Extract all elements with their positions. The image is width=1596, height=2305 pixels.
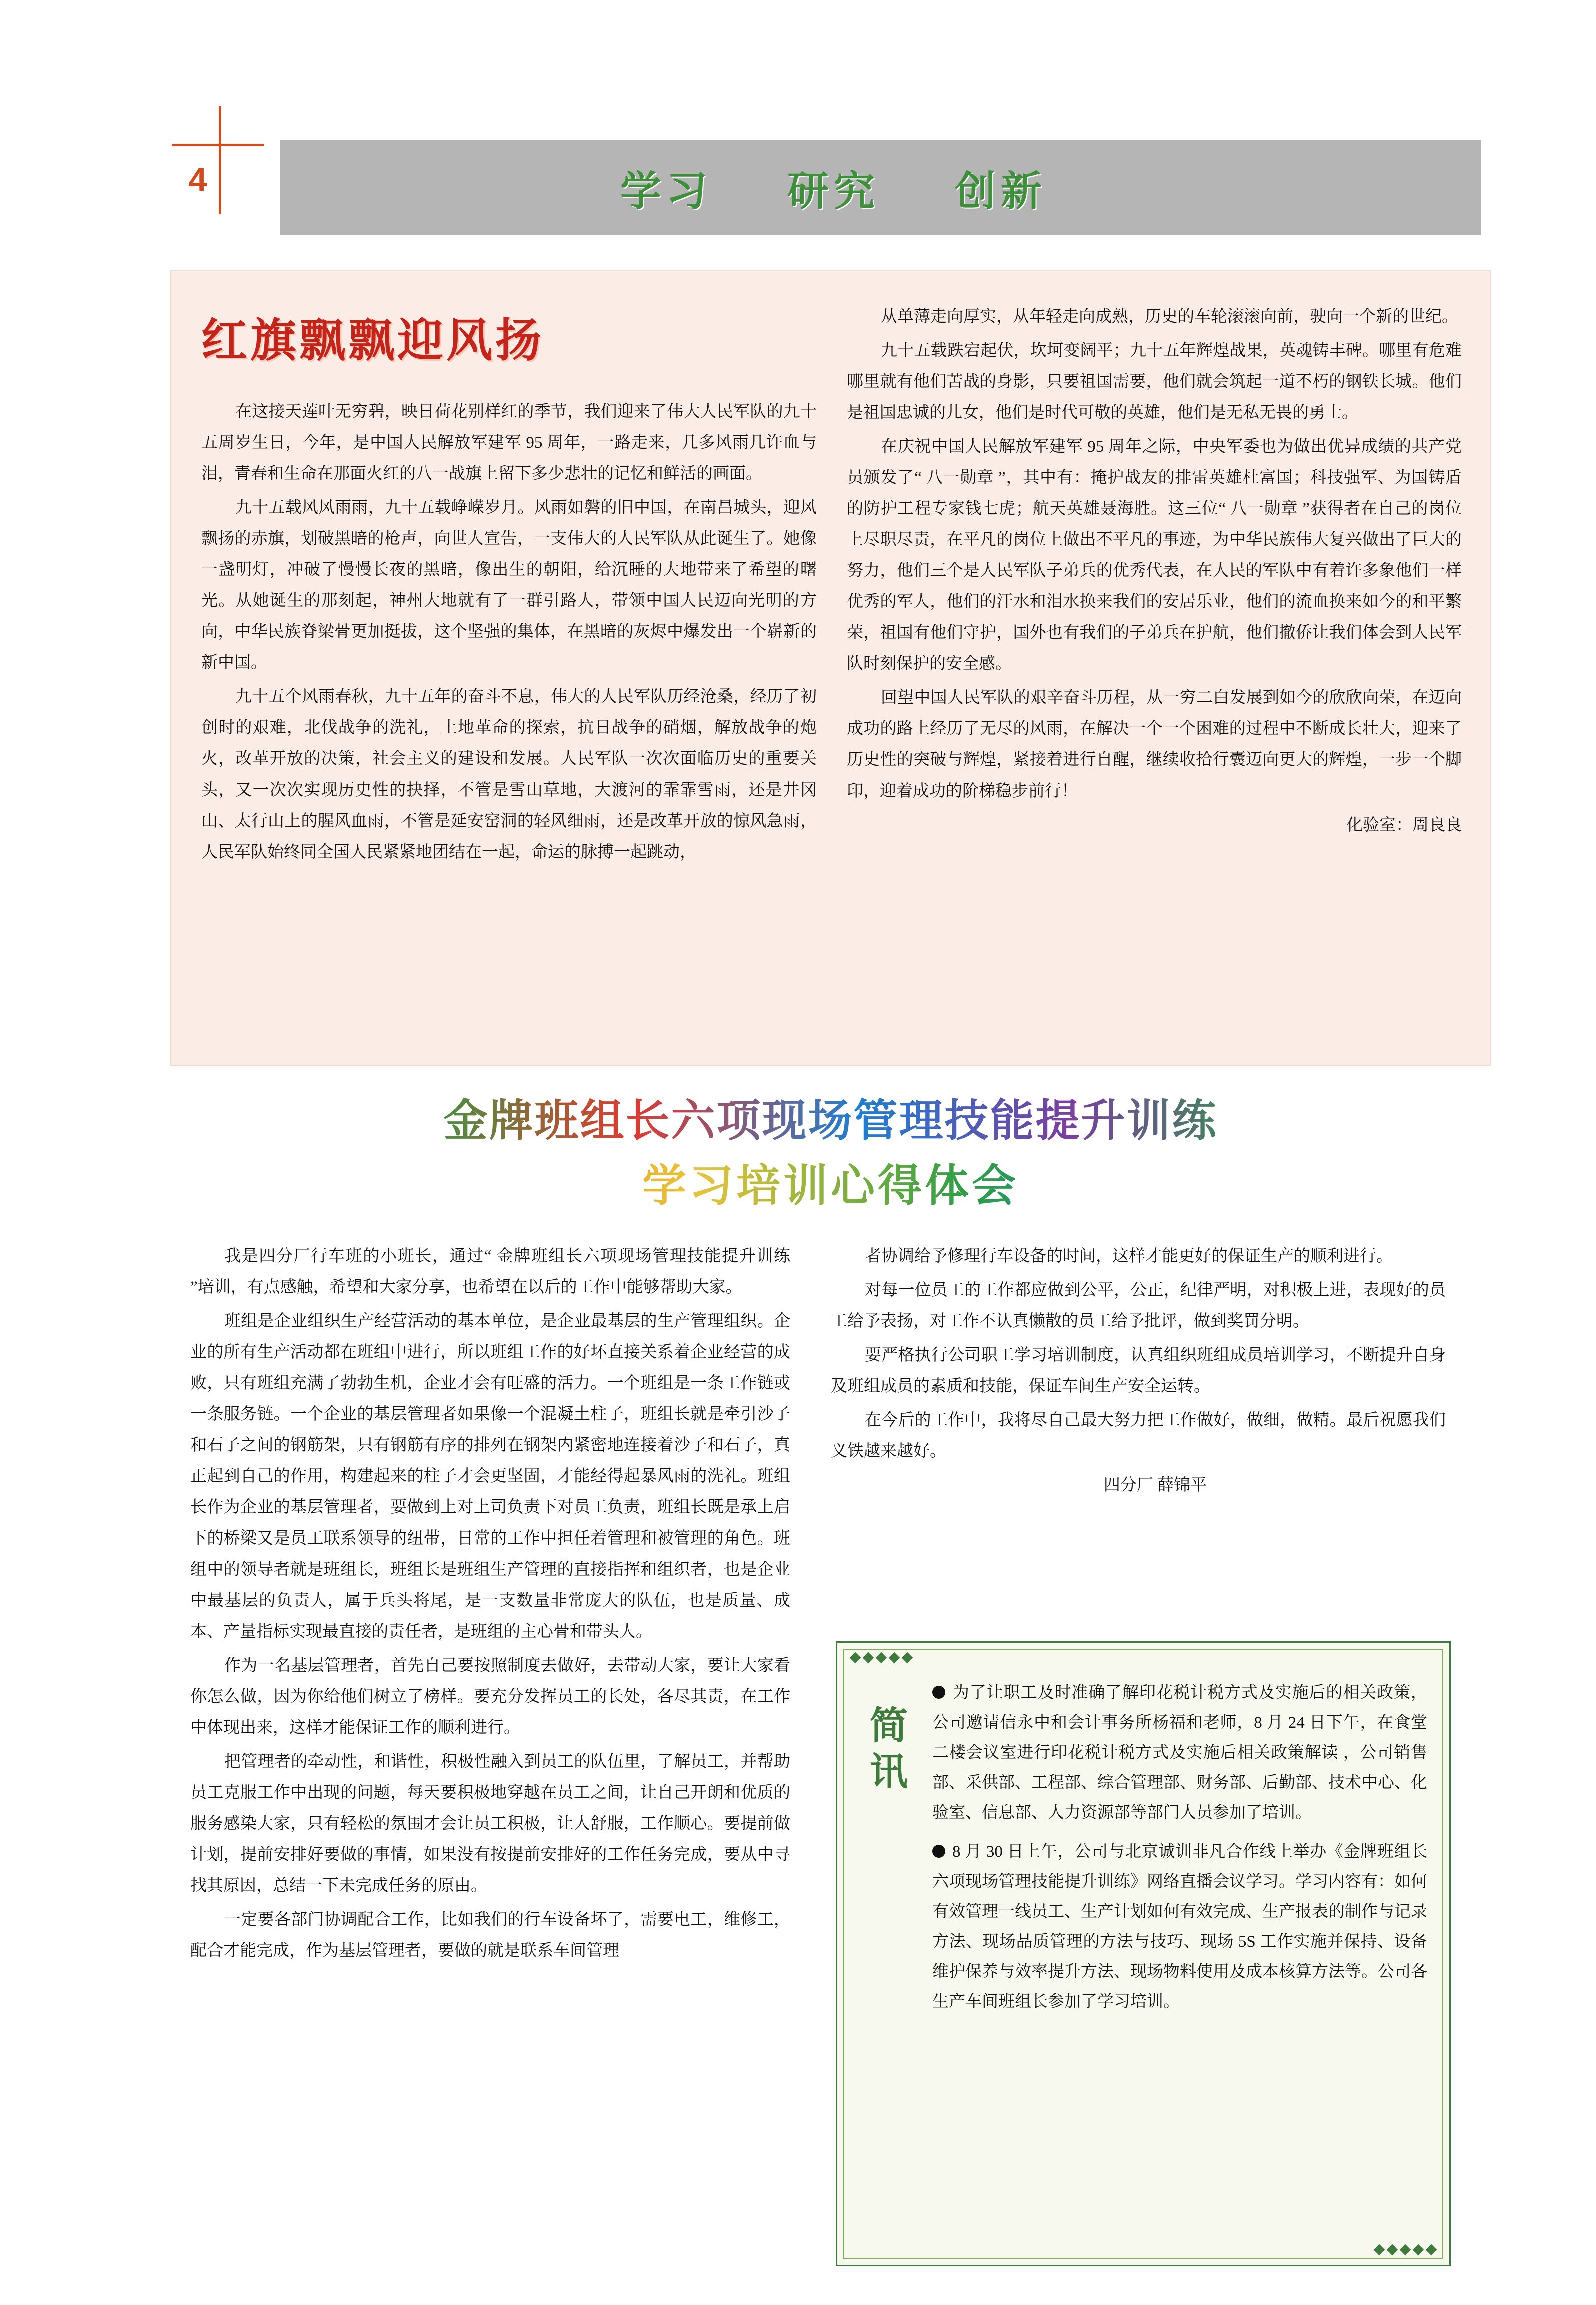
news-briefs-list: [932, 1678, 1427, 2026]
diamond-icon: [1413, 2244, 1424, 2256]
article2-paragraph: 者协调给予修理行车设备的时间，这样才能更好的保证生产的顺利进行。: [865, 1247, 1393, 1265]
article1-paragraph: 九十五载跌宕起伏，坎坷变阔平；九十五年辉煌战果，英魂铸丰碑。哪里有危难哪里就有他们苦战的身影，只要祖国需要，他们就会筑起一道不朽的钢铁长城。他们是祖国忠诚的儿女，他们是时代可敬的英雄，他们是无私无畏的勇士。: [847, 342, 1462, 422]
article1-paragraph: 从单薄走向厚实，从年轻走向成熟，历史的车轮滚滚向前，驶向一个新的世纪。: [881, 308, 1458, 326]
crop-mark-horizontal: [172, 144, 264, 146]
article2-title-line1: 金牌班组长六项现场管理技能提升训练: [170, 1086, 1491, 1149]
header-banner-words: [280, 140, 1481, 235]
article1-paragraph: 回望中国人民军队的艰辛奋斗历程，从一穷二白发展到如今的欣欣向荣，在迈向成功的路上经历了无尽的风雨，在解决一个一个困难的过程中不断成长壮大，迎来了历史性的突破与辉煌，紧接着进行自醒，继续收拾行囊迈向更大的辉煌，一步一个脚印，迎着成功的阶梯稳步前行！: [847, 689, 1462, 800]
news-brief-item: [932, 1837, 1427, 2017]
article2-column-right: [831, 1241, 1446, 1504]
diamond-icon: [850, 1652, 861, 1664]
news-brief-item: [932, 1678, 1427, 1828]
news-brief-text: 为了让职工及时准确了解印花税计税方式及实施后的相关政策，公司邀请信永中和会计事务所杨福和老师，8 月 24 日下午，在食堂二楼会议室进行印花税计税方式及实施后相关政策解读 ，公司销售部、采供部、工程部、综合管理部、财务部、后勤部、技术中心、化验室、信息部、人力资源部等部门人员参加了培训。: [932, 1684, 1428, 1822]
article2-paragraph: 作为一名基层管理者，首先自己要按照制度去做好，去带动大家，要让大家看你怎么做，因为你给他们树立了榜样。要充分发挥员工的长处，各尽其责，在工作中体现出来，这样才能保证工作的顺利进行。: [190, 1657, 790, 1737]
article2-paragraph: 把管理者的牵动性，和谐性，积极性融入到员工的队伍里，了解员工，并帮助员工克服工作中出现的问题，每天要积极地穿越在员工之间，让自己开朗和优质的服务感染大家，只有轻松的氛围才会让员工积极，让人舒服，工作顺心。要提前做计划，提前安排好要做的事情，如果没有按提前安排好的工作任务完成，要从中寻找其原因，总结一下未完成任务的原由。: [190, 1753, 790, 1895]
article1-signature: 化验室：周良良: [1346, 816, 1462, 834]
header-word-research: 研究: [787, 167, 880, 215]
diamond-decoration-top: [851, 1654, 911, 1662]
article2-paragraph: 一定要各部门协调配合工作，比如我们的行车设备坏了，需要电工，维修工，配合才能完成，作为基层管理者，要做的就是联系车间管理: [190, 1911, 790, 1960]
news-briefs-label: 简讯: [870, 1703, 908, 1794]
bullet-icon: [932, 1686, 945, 1699]
news-briefs-box: [836, 1641, 1451, 2266]
diamond-icon: [1374, 2244, 1385, 2256]
article2-title-line2: 学习培训心得体会: [170, 1151, 1491, 1214]
diamond-icon: [902, 1652, 913, 1664]
article1-paragraph: 九十五个风雨春秋，九十五年的奋斗不息，伟大的人民军队历经沧桑，经历了初创时的艰难，北伐战争的洗礼，土地革命的探索，抗日战争的硝烟，解放战争的炮火，改革开放的决策，社会主义的建设和发展。人民军队一次次面临历史的重要关头，又一次次实现历史性的抉择，不管是雪山草地，大渡河的霏霏雪雨，还是井冈山、太行山上的腥风血雨，不管是延安窑洞的轻风细雨，还是改革开放的惊风急雨，人民军队始终同全国人民紧紧地团结在一起，命运的脉搏一起跳动，: [201, 688, 817, 861]
article2-signature: 四分厂 薛锦平: [1103, 1476, 1207, 1494]
article2-paragraph: 在今后的工作中，我将尽自己最大努力把工作做好，做细，做精。最后祝愿我们义铁越来越好。: [831, 1411, 1446, 1460]
diamond-icon: [1426, 2244, 1437, 2256]
news-brief-text: 8 月 30 日上午，公司与北京诚训非凡合作线上举办《金牌班组长六项现场管理技能提升训练》网络直播会议学习。学习内容有：如何有效管理一线员工、生产计划如何有效完成、生产报表的制作与记录方法、现场品质管理的方法与技巧、现场 5S 工作实施并保持、设备维护保养与效率提升方法、现场物料使用及成本核算方法等。公司各生产车间班组长参加了学习培训。: [932, 1843, 1427, 2011]
article1-column-left: [201, 396, 817, 871]
article2-paragraph: 班组是企业组织生产经营活动的基本单位，是企业最基层的生产管理组织。企业的所有生产活动都在班组中进行，所以班组工作的好坏直接关系着企业经营的成败，只有班组充满了勃勃生机，企业才会有旺盛的活力。一个班组是一条工作链或一条服务链。一个企业的基层管理者如果像一个混凝土柱子，班组长就是牵引沙子和石子之间的钢筋架，只有钢筋有序的排列在钢架内紧密地连接着沙子和石子，真正起到自己的作用，构建起来的柱子才会更坚固，才能经得起暴风雨的洗礼。班组长作为企业的基层管理者，要做到上对上司负责下对员工负责，班组长既是承上启下的桥梁又是员工联系领导的纽带，日常的工作中担任着管理和被管理的角色。班组中的领导者就是班组长，班组长是班组生产管理的直接指挥和组织者，也是企业中最基层的负责人，属于兵头将尾，是一支数量非常庞大的队伍，也是质量、成本、产量指标实现最直接的责任者，是班组的主心骨和带头人。: [190, 1312, 790, 1641]
header-word-innovation: 创新: [955, 167, 1047, 215]
article2-column-left: [190, 1241, 790, 1969]
article1-paragraph: 在这接天莲叶无穷碧，映日荷花别样红的季节，我们迎来了伟大人民军队的九十五周岁生日，今年，是中国人民解放军建军 95 周年，一路走来，几多风雨几许血与泪，青春和生命在那面火红的八一战旗上留下多少悲壮的记忆和鲜活的画面。: [201, 403, 817, 483]
crop-mark-vertical: [219, 106, 221, 214]
diamond-icon: [1387, 2244, 1398, 2256]
diamond-icon: [1400, 2244, 1411, 2256]
header-word-study: 学习: [620, 167, 713, 215]
diamond-icon: [876, 1652, 887, 1664]
article1-column-right: [847, 301, 1462, 844]
page-number: 4: [188, 161, 207, 198]
diamond-icon: [889, 1652, 900, 1664]
diamond-decoration-bottom: [1375, 2246, 1435, 2254]
article-red-flag: [170, 270, 1491, 1066]
article2-paragraph: 要严格执行公司职工学习培训制度，认真组织班组成员培训学习，不断提升自身及班组成员的素质和技能，保证车间生产安全运转。: [831, 1346, 1446, 1395]
article1-paragraph: 在庆祝中国人民解放军建军 95 周年之际，中央军委也为做出优异成绩的共产党员颁发了“ 八一勋章 ”，其中有：掩护战友的排雷英雄杜富国；科技强军、为国铸盾的防护工程专家钱七虎；航天英雄聂海胜。这三位“ 八一勋章 ”获得者在自己的岗位上尽职尽责，在平凡的岗位上做出不平凡的事迹，为中华民族伟大复兴做出了巨大的努力，他们三个是人民军队子弟兵的优秀代表，在人民的军队中有着许多象他们一样优秀的军人，他们的汗水和泪水换来我们的安居乐业，他们的流血换来如今的和平繁荣，祖国有他们守护，国外也有我们的子弟兵在护航，他们撤侨让我们体会到人民军队时刻保护的安全感。: [847, 438, 1462, 673]
article2-paragraph: 对每一位员工的工作都应做到公平，公正，纪律严明，对积极上进，表现好的员工给予表扬，对工作不认真懒散的员工给予批评，做到奖罚分明。: [831, 1281, 1446, 1330]
article1-title: 红旗飘飘迎风扬: [201, 314, 545, 367]
diamond-icon: [863, 1652, 874, 1664]
article2-paragraph: 我是四分厂行车班的小班长，通过“ 金牌班组长六项现场管理技能提升训练 ”培训，有点感触，希望和大家分享，也希望在以后的工作中能够帮助大家。: [190, 1247, 790, 1296]
bullet-icon: [932, 1845, 945, 1858]
article1-paragraph: 九十五载风风雨雨，九十五载峥嵘岁月。风雨如磐的旧中国，在南昌城头，迎风飘扬的赤旗，划破黑暗的枪声，向世人宣告，一支伟大的人民军队从此诞生了。她像一盏明灯，冲破了慢慢长夜的黑暗，像出生的朝阳，给沉睡的大地带来了希望的曙光。从她诞生的那刻起，神州大地就有了一群引路人，带领中国人民迈向光明的方向，中华民族脊梁骨更加挺拔，这个坚强的集体，在黑暗的灰烬中爆发出一个崭新的新中国。: [201, 499, 817, 672]
